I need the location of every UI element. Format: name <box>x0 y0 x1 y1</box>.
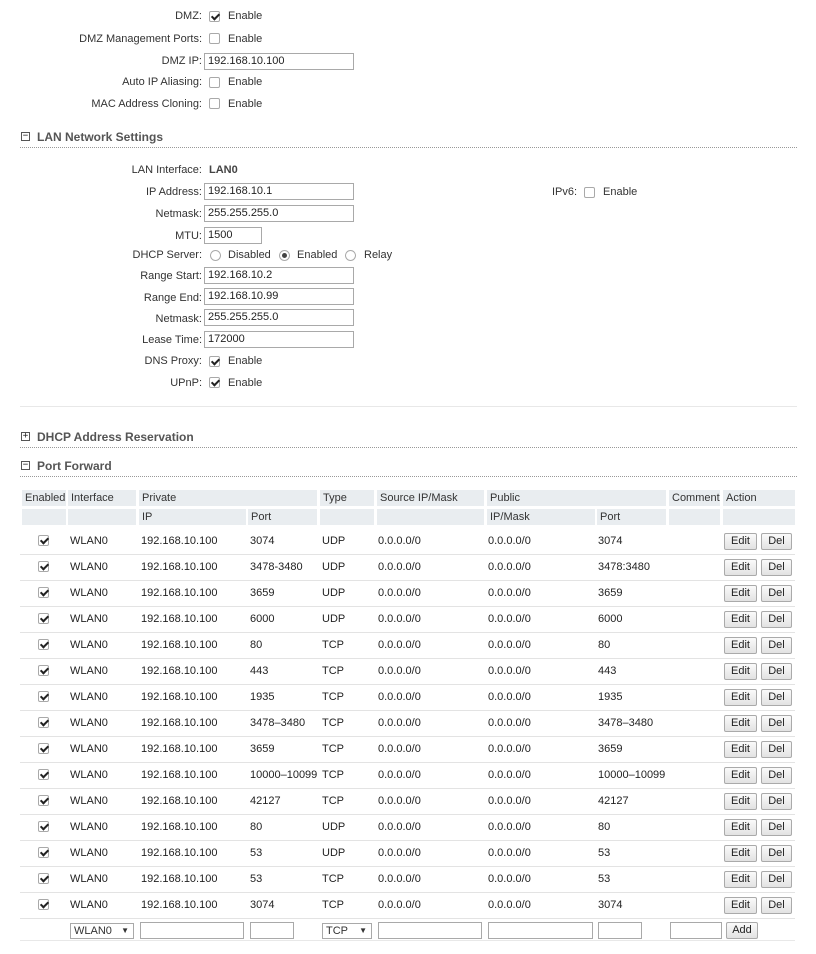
port-forward-title: Port Forward <box>37 459 112 473</box>
row-private-ip: 192.168.10.100 <box>141 873 218 885</box>
table-row <box>20 554 795 581</box>
edit-button[interactable]: Edit <box>724 793 757 810</box>
row-public-ip: 0.0.0.0/0 <box>488 561 531 573</box>
row-interface: WLAN0 <box>70 899 108 911</box>
upnp-enable-text: Enable <box>228 377 263 389</box>
row-type: TCP <box>322 743 344 755</box>
edit-button[interactable]: Edit <box>724 819 757 836</box>
range-start-label: Range Start: <box>140 270 202 282</box>
range-end-input[interactable]: 192.168.10.99 <box>204 288 354 305</box>
row-public-ip: 0.0.0.0/0 <box>488 899 531 911</box>
row-public-port: 3478:3480 <box>598 561 650 573</box>
dhcp-relay-radio[interactable] <box>345 250 356 261</box>
row-public-port: 10000–10099 <box>598 769 666 781</box>
col-source: Source IP/Mask <box>377 490 484 506</box>
row-public-port: 3074 <box>598 535 623 547</box>
del-button[interactable]: Del <box>761 715 792 732</box>
row-interface: WLAN0 <box>70 743 108 755</box>
row-public-ip: 0.0.0.0/0 <box>488 665 531 677</box>
range-start-input[interactable]: 192.168.10.2 <box>204 267 354 284</box>
mtu-label: MTU: <box>175 230 202 242</box>
dhcp-relay-text: Relay <box>364 249 393 261</box>
row-type: TCP <box>322 899 344 911</box>
row-public-ip: 0.0.0.0/0 <box>488 535 531 547</box>
row-type: TCP <box>322 717 344 729</box>
row-public-port: 3074 <box>598 899 623 911</box>
row-source: 0.0.0.0/0 <box>378 899 421 911</box>
ip-address-input[interactable]: 192.168.10.1 <box>204 183 354 200</box>
subcol-public-port: Port <box>597 509 666 525</box>
del-button[interactable]: Del <box>761 767 792 784</box>
row-type: TCP <box>322 665 344 677</box>
row-public-port: 443 <box>598 665 617 677</box>
row-interface: WLAN0 <box>70 639 108 651</box>
edit-button[interactable]: Edit <box>724 897 757 914</box>
row-type: TCP <box>322 873 344 885</box>
lan-interface-value: LAN0 <box>209 164 238 176</box>
dmz-enable-text: Enable <box>228 10 263 22</box>
row-private-port: 80 <box>250 639 263 651</box>
row-source: 0.0.0.0/0 <box>378 613 421 625</box>
dhcp-enabled-radio[interactable] <box>279 250 290 261</box>
row-interface: WLAN0 <box>70 873 108 885</box>
del-button[interactable]: Del <box>761 819 792 836</box>
row-public-ip: 0.0.0.0/0 <box>488 821 531 833</box>
edit-button[interactable]: Edit <box>724 559 757 576</box>
dns-proxy-enable-text: Enable <box>228 355 263 367</box>
del-button[interactable]: Del <box>761 559 792 576</box>
dmz-checkbox[interactable] <box>209 11 220 22</box>
row-public-ip: 0.0.0.0/0 <box>488 743 531 755</box>
row-enabled-checkbox[interactable] <box>38 743 49 754</box>
row-enabled-checkbox[interactable] <box>38 847 49 858</box>
row-private-ip: 192.168.10.100 <box>141 743 218 755</box>
dmz-mgmt-checkbox[interactable] <box>209 33 220 44</box>
edit-button[interactable]: Edit <box>724 533 757 550</box>
dmz-ip-label: DMZ IP: <box>161 55 202 67</box>
row-interface: WLAN0 <box>70 769 108 781</box>
table-row <box>20 762 795 789</box>
row-interface: WLAN0 <box>70 613 108 625</box>
del-button[interactable]: Del <box>761 611 792 628</box>
dmz-mgmt-label: DMZ Management Ports: <box>79 33 202 45</box>
row-private-ip: 192.168.10.100 <box>141 795 218 807</box>
upnp-checkbox[interactable] <box>209 377 220 388</box>
row-interface: WLAN0 <box>70 535 108 547</box>
row-type: TCP <box>322 691 344 703</box>
del-button[interactable]: Del <box>761 793 792 810</box>
row-public-port: 42127 <box>598 795 629 807</box>
del-button[interactable]: Del <box>761 637 792 654</box>
table-row <box>20 814 795 841</box>
row-private-port: 3478–3480 <box>250 717 306 729</box>
auto-ip-checkbox[interactable] <box>209 77 220 88</box>
dns-proxy-label: DNS Proxy: <box>144 355 202 367</box>
netmask-label: Netmask: <box>155 208 202 220</box>
dns-proxy-checkbox[interactable] <box>209 356 220 367</box>
del-button[interactable]: Del <box>761 871 792 888</box>
del-button[interactable]: Del <box>761 741 792 758</box>
edit-button[interactable]: Edit <box>724 637 757 654</box>
del-button[interactable]: Del <box>761 585 792 602</box>
lease-time-input[interactable]: 172000 <box>204 331 354 348</box>
row-private-port: 6000 <box>250 613 275 625</box>
row-interface: WLAN0 <box>70 587 108 599</box>
row-enabled-checkbox[interactable] <box>38 691 49 702</box>
row-private-ip: 192.168.10.100 <box>141 821 218 833</box>
subcol-private-ip: IP <box>139 509 246 525</box>
edit-button[interactable]: Edit <box>724 611 757 628</box>
row-type: TCP <box>322 769 344 781</box>
lease-time-label: Lease Time: <box>142 334 202 346</box>
new-public-ip-input[interactable] <box>488 922 593 939</box>
row-private-ip: 192.168.10.100 <box>141 769 218 781</box>
row-interface: WLAN0 <box>70 691 108 703</box>
row-type: UDP <box>322 535 346 547</box>
row-private-ip: 192.168.10.100 <box>141 613 218 625</box>
row-private-ip: 192.168.10.100 <box>141 561 218 573</box>
row-private-port: 53 <box>250 873 263 885</box>
del-button[interactable]: Del <box>761 533 792 550</box>
row-type: UDP <box>322 847 346 859</box>
row-source: 0.0.0.0/0 <box>378 847 421 859</box>
subcol-private-port: Port <box>248 509 317 525</box>
row-enabled-checkbox[interactable] <box>38 795 49 806</box>
dhcp-reservation-title: DHCP Address Reservation <box>37 430 194 444</box>
table-row <box>20 866 795 893</box>
new-type-value: TCP <box>326 925 348 937</box>
row-private-port: 53 <box>250 847 263 859</box>
netmask-input[interactable]: 255.255.255.0 <box>204 205 354 222</box>
mac-clone-label: MAC Address Cloning: <box>91 98 202 110</box>
row-type: TCP <box>322 639 344 651</box>
row-public-port: 3659 <box>598 743 623 755</box>
row-source: 0.0.0.0/0 <box>378 795 421 807</box>
subcol-public-ipmask: IP/Mask <box>487 509 595 525</box>
edit-button[interactable]: Edit <box>724 715 757 732</box>
table-row <box>20 632 795 659</box>
dmz-ip-input[interactable]: 192.168.10.100 <box>204 53 354 70</box>
ip-address-label: IP Address: <box>145 186 202 198</box>
row-public-ip: 0.0.0.0/0 <box>488 717 531 729</box>
row-type: UDP <box>322 821 346 833</box>
row-private-port: 3478-3480 <box>250 561 303 573</box>
col-comment: Comment <box>669 490 720 506</box>
new-private-port-input[interactable] <box>250 922 294 939</box>
edit-button[interactable]: Edit <box>724 871 757 888</box>
col-action: Action <box>723 490 795 506</box>
row-source: 0.0.0.0/0 <box>378 717 421 729</box>
row-source: 0.0.0.0/0 <box>378 639 421 651</box>
del-button[interactable]: Del <box>761 845 792 862</box>
row-source: 0.0.0.0/0 <box>378 561 421 573</box>
add-button[interactable]: Add <box>726 922 758 939</box>
table-row <box>20 736 795 763</box>
row-private-ip: 192.168.10.100 <box>141 899 218 911</box>
new-source-input[interactable] <box>378 922 482 939</box>
col-interface: Interface <box>68 490 136 506</box>
row-private-port: 10000–10099 <box>250 769 318 781</box>
row-private-port: 42127 <box>250 795 281 807</box>
subcol-empty <box>22 509 66 525</box>
table-row <box>20 710 795 737</box>
del-button[interactable]: Del <box>761 689 792 706</box>
edit-button[interactable]: Edit <box>724 767 757 784</box>
row-source: 0.0.0.0/0 <box>378 743 421 755</box>
edit-button[interactable]: Edit <box>724 585 757 602</box>
row-interface: WLAN0 <box>70 847 108 859</box>
del-button[interactable]: Del <box>761 897 792 914</box>
row-source: 0.0.0.0/0 <box>378 769 421 781</box>
row-enabled-checkbox[interactable] <box>38 899 49 910</box>
edit-button[interactable]: Edit <box>724 663 757 680</box>
table-bottom-divider <box>20 940 795 941</box>
edit-button[interactable]: Edit <box>724 689 757 706</box>
row-public-ip: 0.0.0.0/0 <box>488 847 531 859</box>
del-button[interactable]: Del <box>761 663 792 680</box>
mac-clone-enable-text: Enable <box>228 98 263 110</box>
expand-icon[interactable]: + <box>22 431 29 441</box>
new-type-select[interactable] <box>322 923 372 939</box>
row-interface: WLAN0 <box>70 665 108 677</box>
subcol-empty <box>68 509 136 525</box>
row-enabled-checkbox[interactable] <box>38 587 49 598</box>
row-private-port: 443 <box>250 665 269 677</box>
row-private-ip: 192.168.10.100 <box>141 717 218 729</box>
upnp-label: UPnP: <box>170 377 202 389</box>
row-private-ip: 192.168.10.100 <box>141 847 218 859</box>
table-row <box>20 892 795 919</box>
table-row <box>20 580 795 607</box>
dropdown-arrow-icon: ▼ <box>121 926 129 935</box>
dhcp-reservation-header[interactable] <box>20 430 797 448</box>
new-comment-input[interactable] <box>670 922 722 939</box>
row-private-ip: 192.168.10.100 <box>141 639 218 651</box>
row-enabled-checkbox[interactable] <box>38 639 49 650</box>
row-enabled-checkbox[interactable] <box>38 821 49 832</box>
row-source: 0.0.0.0/0 <box>378 587 421 599</box>
row-interface: WLAN0 <box>70 821 108 833</box>
row-enabled-checkbox[interactable] <box>38 561 49 572</box>
row-private-ip: 192.168.10.100 <box>141 535 218 547</box>
row-public-port: 6000 <box>598 613 623 625</box>
table-row <box>20 840 795 867</box>
table-row <box>20 528 795 555</box>
row-enabled-checkbox[interactable] <box>38 873 49 884</box>
row-public-ip: 0.0.0.0/0 <box>488 873 531 885</box>
collapse-icon[interactable]: − <box>22 131 29 141</box>
dmz-mgmt-enable-text: Enable <box>228 33 263 45</box>
section-divider <box>20 406 797 407</box>
table-row <box>20 684 795 711</box>
row-private-port: 80 <box>250 821 263 833</box>
subcol-empty <box>320 509 374 525</box>
collapse-icon[interactable]: − <box>22 460 29 470</box>
row-type: TCP <box>322 795 344 807</box>
row-private-port: 3074 <box>250 535 275 547</box>
lan-interface-label: LAN Interface: <box>131 164 202 176</box>
row-enabled-checkbox[interactable] <box>38 535 49 546</box>
table-row <box>20 658 795 685</box>
row-source: 0.0.0.0/0 <box>378 691 421 703</box>
ipv6-enable-text: Enable <box>603 186 638 198</box>
row-public-port: 53 <box>598 847 611 859</box>
ipv6-label: IPv6: <box>552 186 578 198</box>
lan-section-header[interactable] <box>20 130 797 148</box>
table-row <box>20 788 795 815</box>
row-interface: WLAN0 <box>70 561 108 573</box>
new-private-ip-input[interactable] <box>140 922 244 939</box>
row-enabled-checkbox[interactable] <box>38 613 49 624</box>
row-public-port: 80 <box>598 639 611 651</box>
row-public-port: 53 <box>598 873 611 885</box>
row-public-ip: 0.0.0.0/0 <box>488 639 531 651</box>
new-interface-value: WLAN0 <box>74 925 112 937</box>
row-public-ip: 0.0.0.0/0 <box>488 587 531 599</box>
row-type: UDP <box>322 587 346 599</box>
row-private-port: 1935 <box>250 691 275 703</box>
dhcp-disabled-text: Disabled <box>228 249 271 261</box>
row-source: 0.0.0.0/0 <box>378 873 421 885</box>
range-end-label: Range End: <box>143 292 202 304</box>
col-enabled: Enabled <box>22 490 66 506</box>
row-source: 0.0.0.0/0 <box>378 535 421 547</box>
row-private-port: 3659 <box>250 587 275 599</box>
dropdown-arrow-icon: ▼ <box>359 926 367 935</box>
table-row <box>20 606 795 633</box>
row-private-ip: 192.168.10.100 <box>141 587 218 599</box>
dhcp-netmask-label: Netmask: <box>155 313 202 325</box>
row-public-ip: 0.0.0.0/0 <box>488 691 531 703</box>
row-public-port: 1935 <box>598 691 623 703</box>
row-enabled-checkbox[interactable] <box>38 769 49 780</box>
mtu-input[interactable]: 1500 <box>204 227 262 244</box>
auto-ip-enable-text: Enable <box>228 76 263 88</box>
row-private-port: 3659 <box>250 743 275 755</box>
col-private: Private <box>139 490 317 506</box>
dmz-label: DMZ: <box>175 10 202 22</box>
port-forward-header[interactable] <box>20 459 797 477</box>
dhcp-netmask-input[interactable]: 255.255.255.0 <box>204 309 354 326</box>
row-public-ip: 0.0.0.0/0 <box>488 769 531 781</box>
subcol-empty <box>377 509 484 525</box>
row-public-port: 80 <box>598 821 611 833</box>
row-interface: WLAN0 <box>70 717 108 729</box>
mac-clone-checkbox[interactable] <box>209 98 220 109</box>
row-type: UDP <box>322 561 346 573</box>
row-public-ip: 0.0.0.0/0 <box>488 795 531 807</box>
new-public-port-input[interactable] <box>598 922 642 939</box>
new-interface-select[interactable] <box>70 923 134 939</box>
row-private-port: 3074 <box>250 899 275 911</box>
dhcp-disabled-radio[interactable] <box>210 250 221 261</box>
row-type: UDP <box>322 613 346 625</box>
edit-button[interactable]: Edit <box>724 741 757 758</box>
col-type: Type <box>320 490 374 506</box>
edit-button[interactable]: Edit <box>724 845 757 862</box>
lan-section-title: LAN Network Settings <box>37 130 164 144</box>
row-source: 0.0.0.0/0 <box>378 821 421 833</box>
row-interface: WLAN0 <box>70 795 108 807</box>
ipv6-checkbox[interactable] <box>584 187 595 198</box>
dhcp-server-label: DHCP Server: <box>132 249 202 261</box>
row-private-ip: 192.168.10.100 <box>141 665 218 677</box>
row-public-port: 3478–3480 <box>598 717 654 729</box>
auto-ip-label: Auto IP Aliasing: <box>122 76 202 88</box>
row-private-ip: 192.168.10.100 <box>141 691 218 703</box>
row-enabled-checkbox[interactable] <box>38 665 49 676</box>
subcol-empty <box>723 509 795 525</box>
row-enabled-checkbox[interactable] <box>38 717 49 728</box>
row-public-ip: 0.0.0.0/0 <box>488 613 531 625</box>
col-public: Public <box>487 490 666 506</box>
row-public-port: 3659 <box>598 587 623 599</box>
row-source: 0.0.0.0/0 <box>378 665 421 677</box>
dhcp-enabled-text: Enabled <box>297 249 338 261</box>
subcol-empty <box>669 509 720 525</box>
